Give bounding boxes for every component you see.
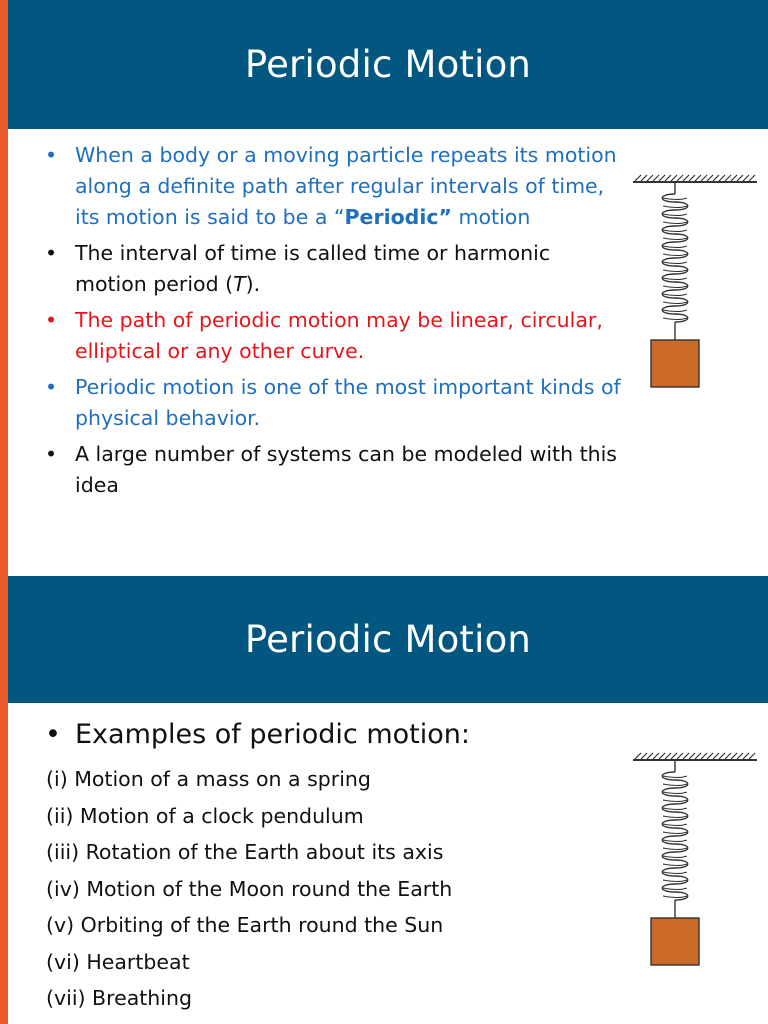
accent-bar [0,576,8,1024]
bullet-dot: • [45,719,61,750]
bullet-dot: • [45,375,58,399]
bullet-text-end: motion [452,205,531,229]
bullet-text: The interval of time is called time or harmonic motion period ( [75,241,551,296]
bullet-text: The path of periodic motion may be linear, circular, elliptical or any other curve. [75,308,603,363]
bullet-item [45,140,625,233]
example-item: (ii) Motion of a clock pendulum [46,803,364,828]
bullet-text: A large number of systems can be modeled with this idea [75,442,617,497]
example-item: (vi) Heartbeat [46,949,190,974]
slide-title: Periodic Motion [8,0,768,129]
slide-2 [0,576,768,1024]
periodic-emphasis: Periodic” [344,205,453,229]
bullet-item [45,372,625,434]
example-item: (iv) Motion of the Moon round the Earth [46,876,453,901]
bullet-list [45,140,625,506]
example-item: (v) Orbiting of the Earth round the Sun [46,913,444,937]
examples-heading [45,715,470,755]
bullet-dot: • [45,143,58,167]
bullet-dot: • [45,308,58,332]
bullet-text: When a body or a moving particle repeats its motion along a definite path after regular intervals of time, its motion is said to be a “ [75,143,617,229]
bullet-dot: • [45,442,58,466]
example-item: (vii) Breathing [46,986,192,1010]
example-item: (i) Motion of a mass on a spring [46,767,371,791]
bullet-text: Periodic motion is one of the most important kinds of physical behavior. [75,375,621,430]
bullet-text-end: ). [245,272,261,296]
examples-heading-text: Examples of periodic motion: [75,719,470,750]
example-item: (iii) Rotation of the Earth about its axis [46,840,444,864]
bullet-item [45,305,625,367]
bullet-dot: • [45,241,58,265]
slide-title: Periodic Motion [8,576,768,703]
examples-list [46,761,452,1017]
bullet-item [45,238,625,300]
mass-on-spring-icon [630,170,760,400]
accent-bar [0,0,8,576]
mass-on-spring-icon [630,748,760,978]
period-symbol: T [233,272,246,296]
bullet-item [45,439,625,501]
